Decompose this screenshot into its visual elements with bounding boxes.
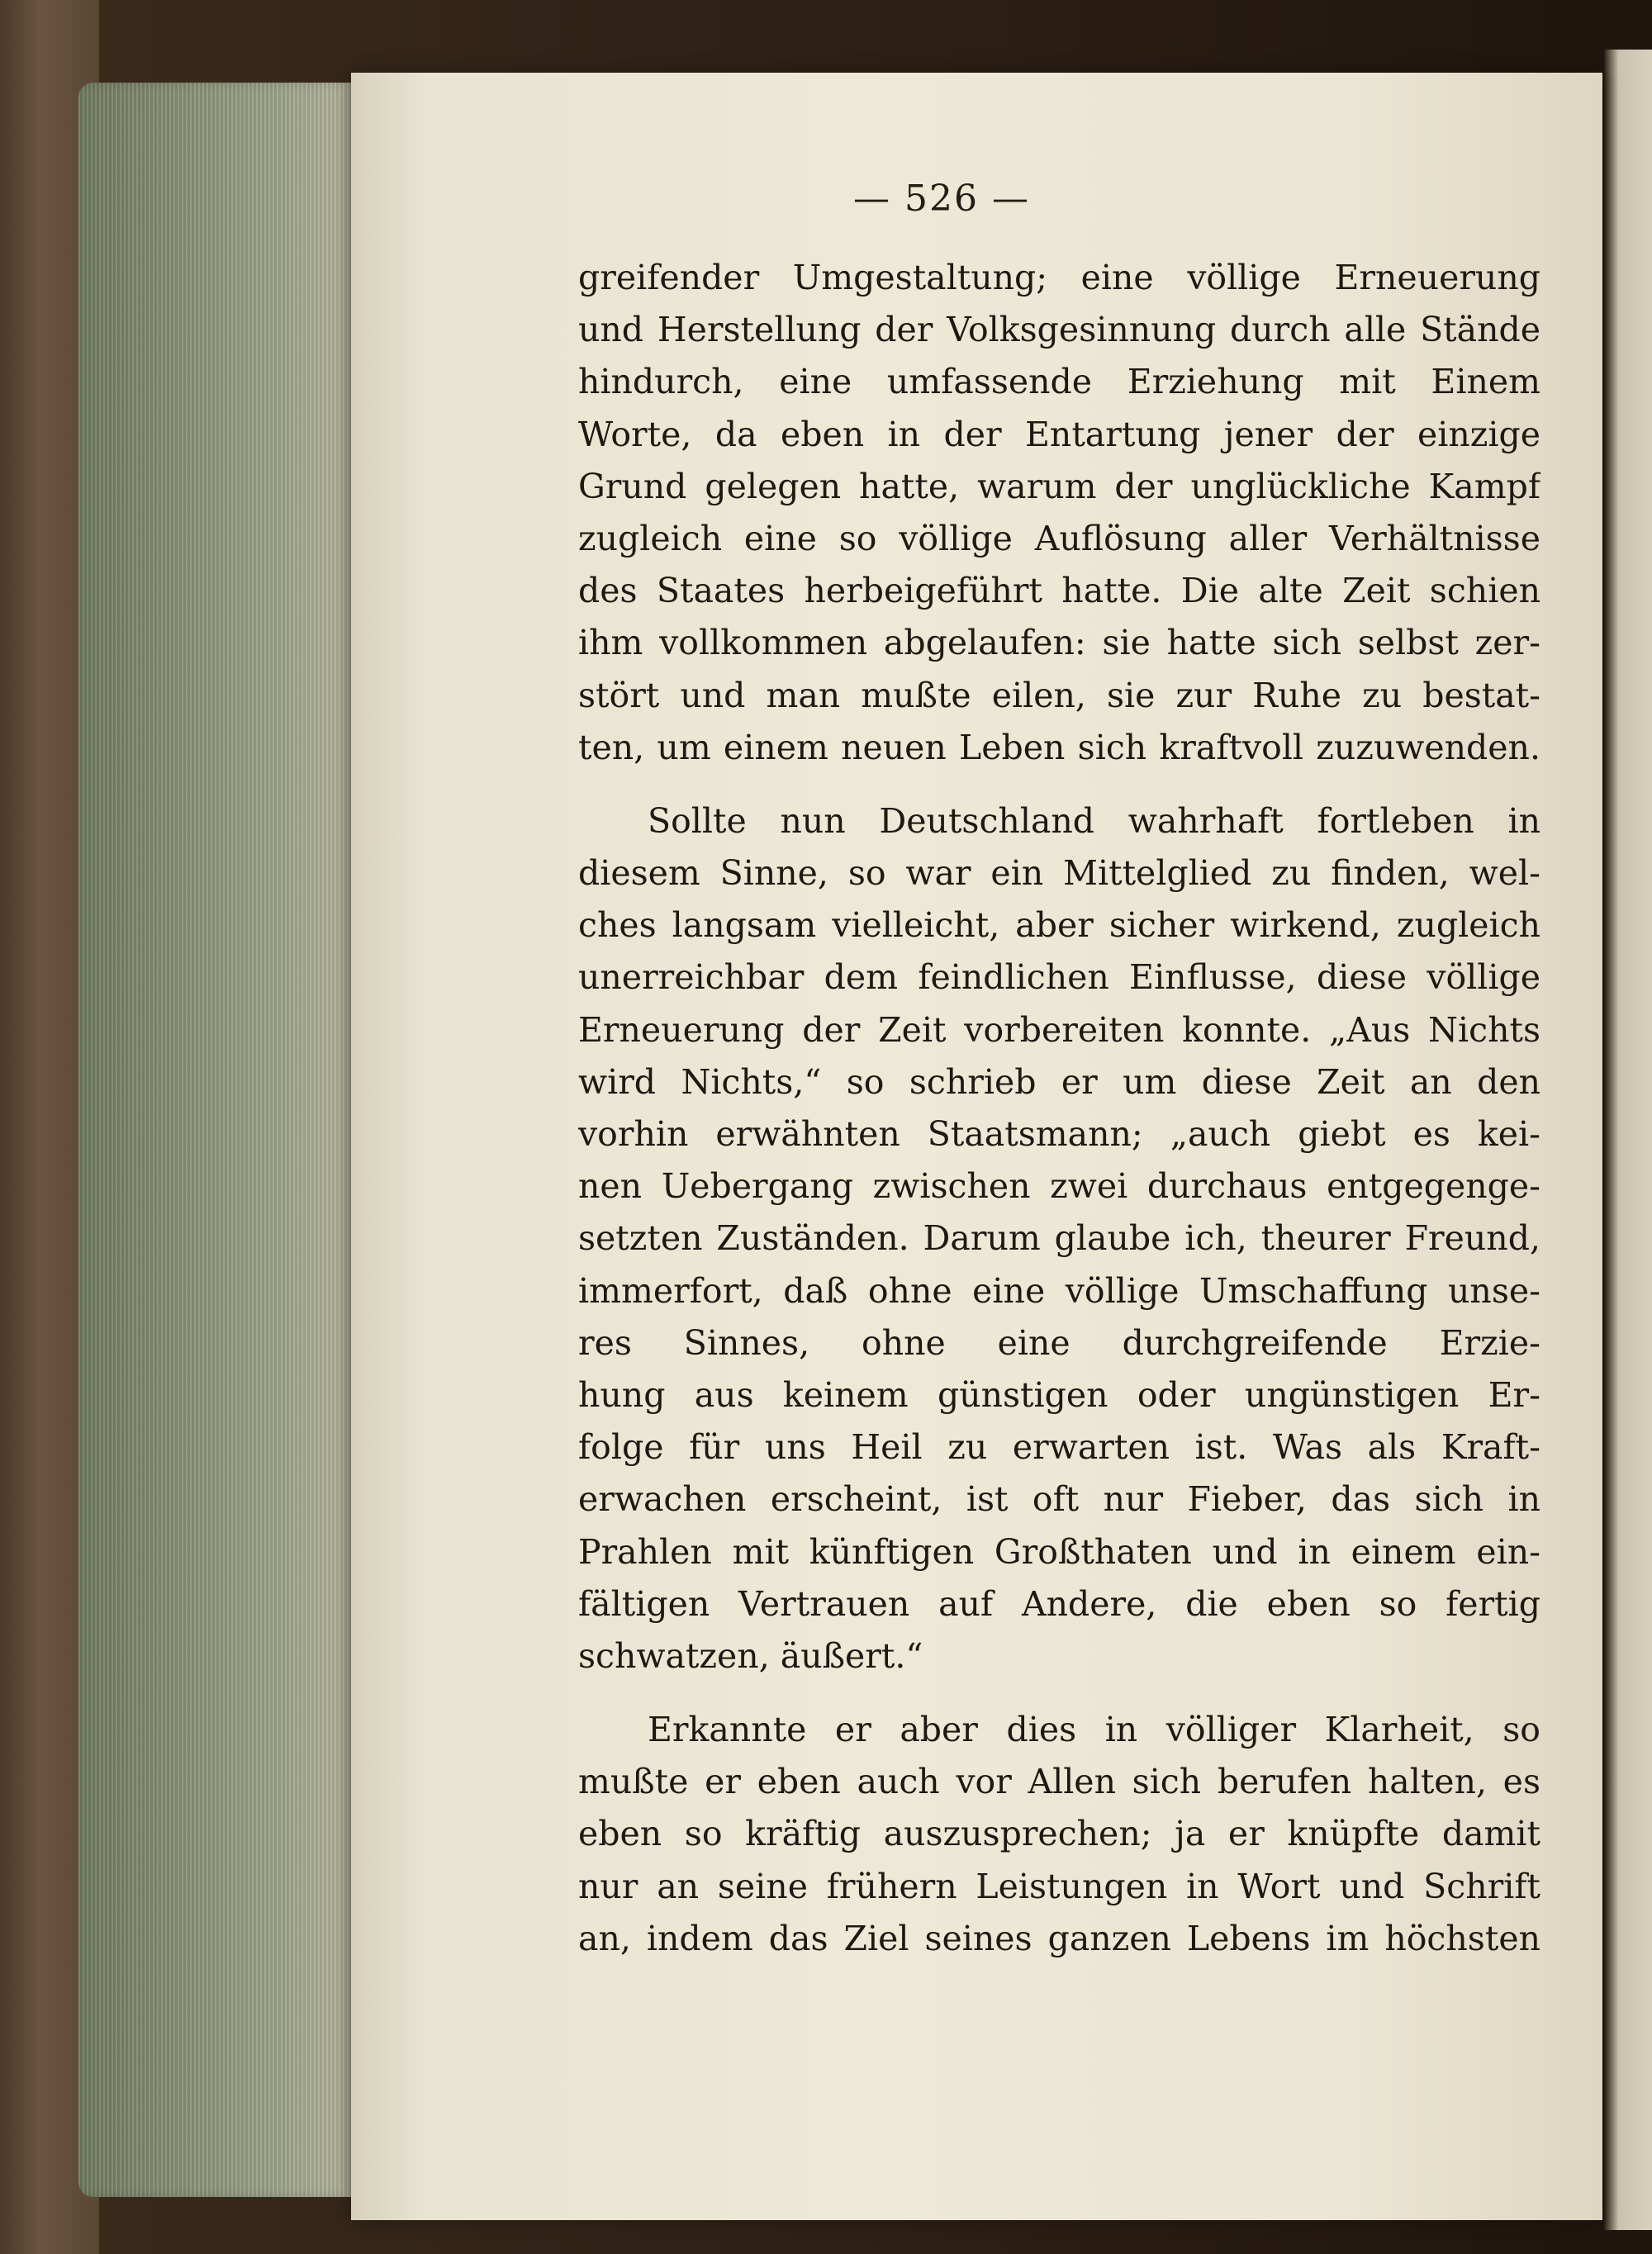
text-line: nur an seine frühern Leistungen in Wort und Schrift — [578, 1866, 1540, 1906]
text-line: greifender Umgestaltung; eine völlige Erneuerung — [578, 258, 1540, 297]
text-line: ten, um einem neuen Leben sich kraftvoll zuzuwenden. — [578, 727, 1540, 767]
text-line: mußte er eben auch vor Allen sich berufen halten, es — [578, 1762, 1540, 1802]
text-line: wird Nichts,“ so schrieb er um diese Zeit an den — [578, 1061, 1540, 1102]
text-line: eben so kräftig auszusprechen; ja er knüpfte damit — [578, 1814, 1540, 1854]
text-line: Prahlen mit künftigen Großthaten und in einem ein- — [578, 1531, 1540, 1572]
text-line: res Sinnes, ohne eine durchgreifende Erzie- — [578, 1322, 1540, 1363]
next-page-edge — [1604, 50, 1652, 2230]
text-line: unerreichbar dem feindlichen Einflusse, diese völlige — [578, 957, 1540, 998]
text-line: Sollte nun Deutschland wahrhaft fortleben in — [648, 800, 1540, 841]
text-line: ches langsam vielleicht, aber sicher wirkend, zugleich — [578, 905, 1540, 946]
page-number: — 526 — — [853, 178, 1030, 220]
page-edges-stack — [78, 83, 351, 2197]
text-line: immerfort, daß ohne eine völlige Umschaffung unse- — [578, 1270, 1540, 1311]
text-line: fältigen Vertrauen auf Andere, die eben so fertig — [578, 1583, 1540, 1624]
text-line: stört und man mußte eilen, sie zur Ruhe zu bestat- — [578, 675, 1540, 715]
text-line: setzten Zuständen. Darum glaube ich, theurer Freund, — [578, 1218, 1540, 1259]
paragraph-1 — [578, 252, 1540, 774]
text-line: Erneuerung der Zeit vorbereiten konnte. „Aus Nichts — [578, 1009, 1540, 1050]
paragraph-gap — [578, 774, 1540, 795]
text-line: des Staates herbeigeführt hatte. Die alte Zeit schien — [578, 571, 1540, 611]
text-line: und Herstellung der Volksgesinnung durch alle Stände — [578, 310, 1540, 350]
text-line: erwachen erscheint, ist oft nur Fieber, das sich in — [578, 1479, 1540, 1520]
page-text-block — [578, 252, 1540, 1965]
text-line: diesem Sinne, so war ein Mittelglied zu finden, wel- — [578, 853, 1540, 894]
text-line: hung aus keinem günstigen oder ungünstigen Er- — [578, 1374, 1540, 1415]
text-line: nen Uebergang zwischen zwei durchaus entgegenge- — [578, 1166, 1540, 1207]
text-line: an, indem das Ziel seines ganzen Lebens im höchsten — [578, 1918, 1540, 1958]
text-line: Erkannte er aber dies in völliger Klarheit, so — [648, 1710, 1540, 1750]
text-line: schwatzen, äußert.“ — [578, 1635, 923, 1676]
paragraph-3 — [578, 1704, 1540, 1965]
text-line: zugleich eine so völlige Auflösung aller Verhältnisse — [578, 518, 1540, 558]
paragraph-2 — [578, 795, 1540, 1682]
text-line: folge für uns Heil zu erwarten ist. Was als Kraft- — [578, 1427, 1540, 1468]
text-line: Worte, da eben in der Entartung jener der einzige — [578, 414, 1540, 454]
paragraph-gap — [578, 1682, 1540, 1704]
text-line: ihm vollkommen abgelaufen: sie hatte sich selbst zer- — [578, 623, 1540, 663]
text-line: hindurch, eine umfassende Erziehung mit Einem — [578, 362, 1540, 402]
text-line: vorhin erwähnten Staatsmann; „auch giebt es kei- — [578, 1114, 1540, 1154]
text-line: Grund gelegen hatte, warum der unglückliche Kampf — [578, 466, 1540, 506]
